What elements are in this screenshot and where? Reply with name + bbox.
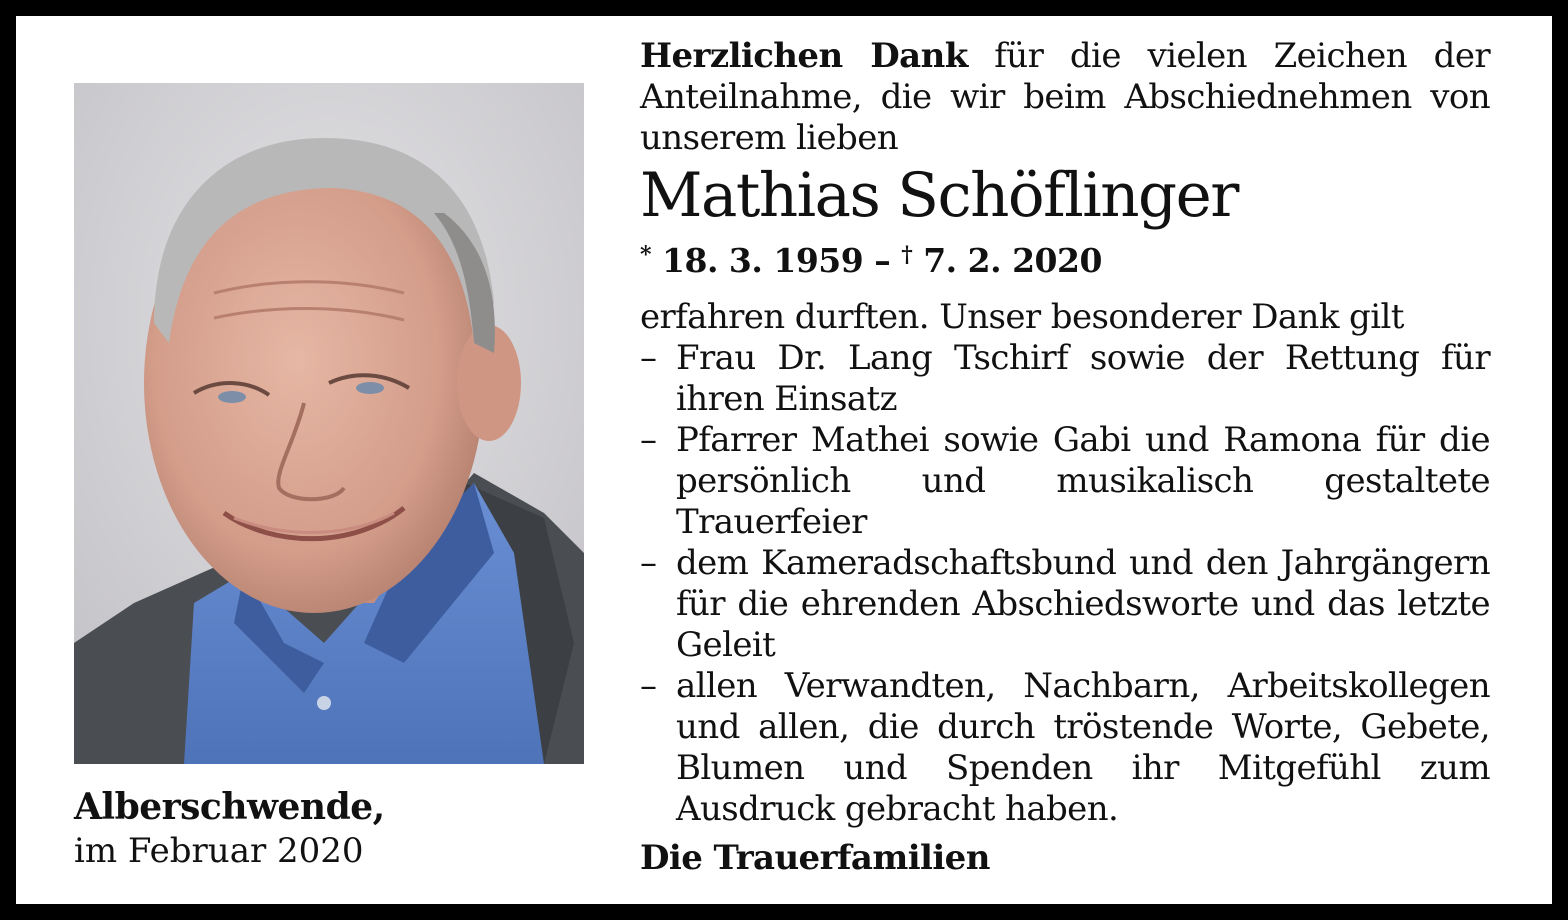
death-mark: † <box>901 242 913 268</box>
thanks-item-text: allen Verwandten, Nachbarn, Arbeitskollegen und allen, die durch tröstende Worte, Gebete, Blumen und Spenden ihr Mitgefühl zum Ausdruck gebracht haben. <box>676 666 1490 829</box>
thanks-item-text: Frau Dr. Lang Tschirf sowie der Rettung für ihren Einsatz <box>676 338 1490 419</box>
list-dash: – <box>640 543 657 583</box>
closing-signature: Die Trauerfamilien <box>640 838 990 878</box>
thanks-item-text: Pfarrer Mathei sowie Gabi und Ramona für die persönlich und musikalisch gestaltete Trauerfeier <box>676 420 1490 542</box>
intro-heading: Herzlichen Dank <box>640 36 968 76</box>
thanks-item <box>640 338 1490 420</box>
birth-mark: * <box>640 242 652 268</box>
intro-text: für die vielen Zeichen der Anteilnahme, die wir beim Abschiednehmen von unserem lieben <box>640 36 1490 158</box>
date-separator: – <box>874 241 891 280</box>
list-dash: – <box>640 666 657 706</box>
thanks-lead: erfahren durften. Unser besonderer Dank gilt <box>640 297 1404 337</box>
notice-date: im Februar 2020 <box>74 831 364 871</box>
deceased-name: Mathias Schöflinger <box>640 160 1238 231</box>
portrait-photo <box>74 83 584 764</box>
thanks-item <box>640 666 1490 830</box>
thanks-item <box>640 420 1490 543</box>
list-dash: – <box>640 420 657 460</box>
place-name: Alberschwende, <box>74 786 385 828</box>
life-dates <box>640 235 1490 281</box>
thanks-list <box>640 338 1490 830</box>
birth-date: 18. 3. 1959 <box>662 241 864 280</box>
death-date: 7. 2. 2020 <box>923 241 1102 280</box>
thanks-item-text: dem Kameradschaftsbund und den Jahrgängern für die ehrenden Abschiedsworte und das letzte Geleit <box>676 543 1490 665</box>
intro-paragraph <box>640 36 1490 159</box>
list-dash: – <box>640 338 657 378</box>
text-column <box>640 36 1490 879</box>
thanks-item <box>640 543 1490 666</box>
